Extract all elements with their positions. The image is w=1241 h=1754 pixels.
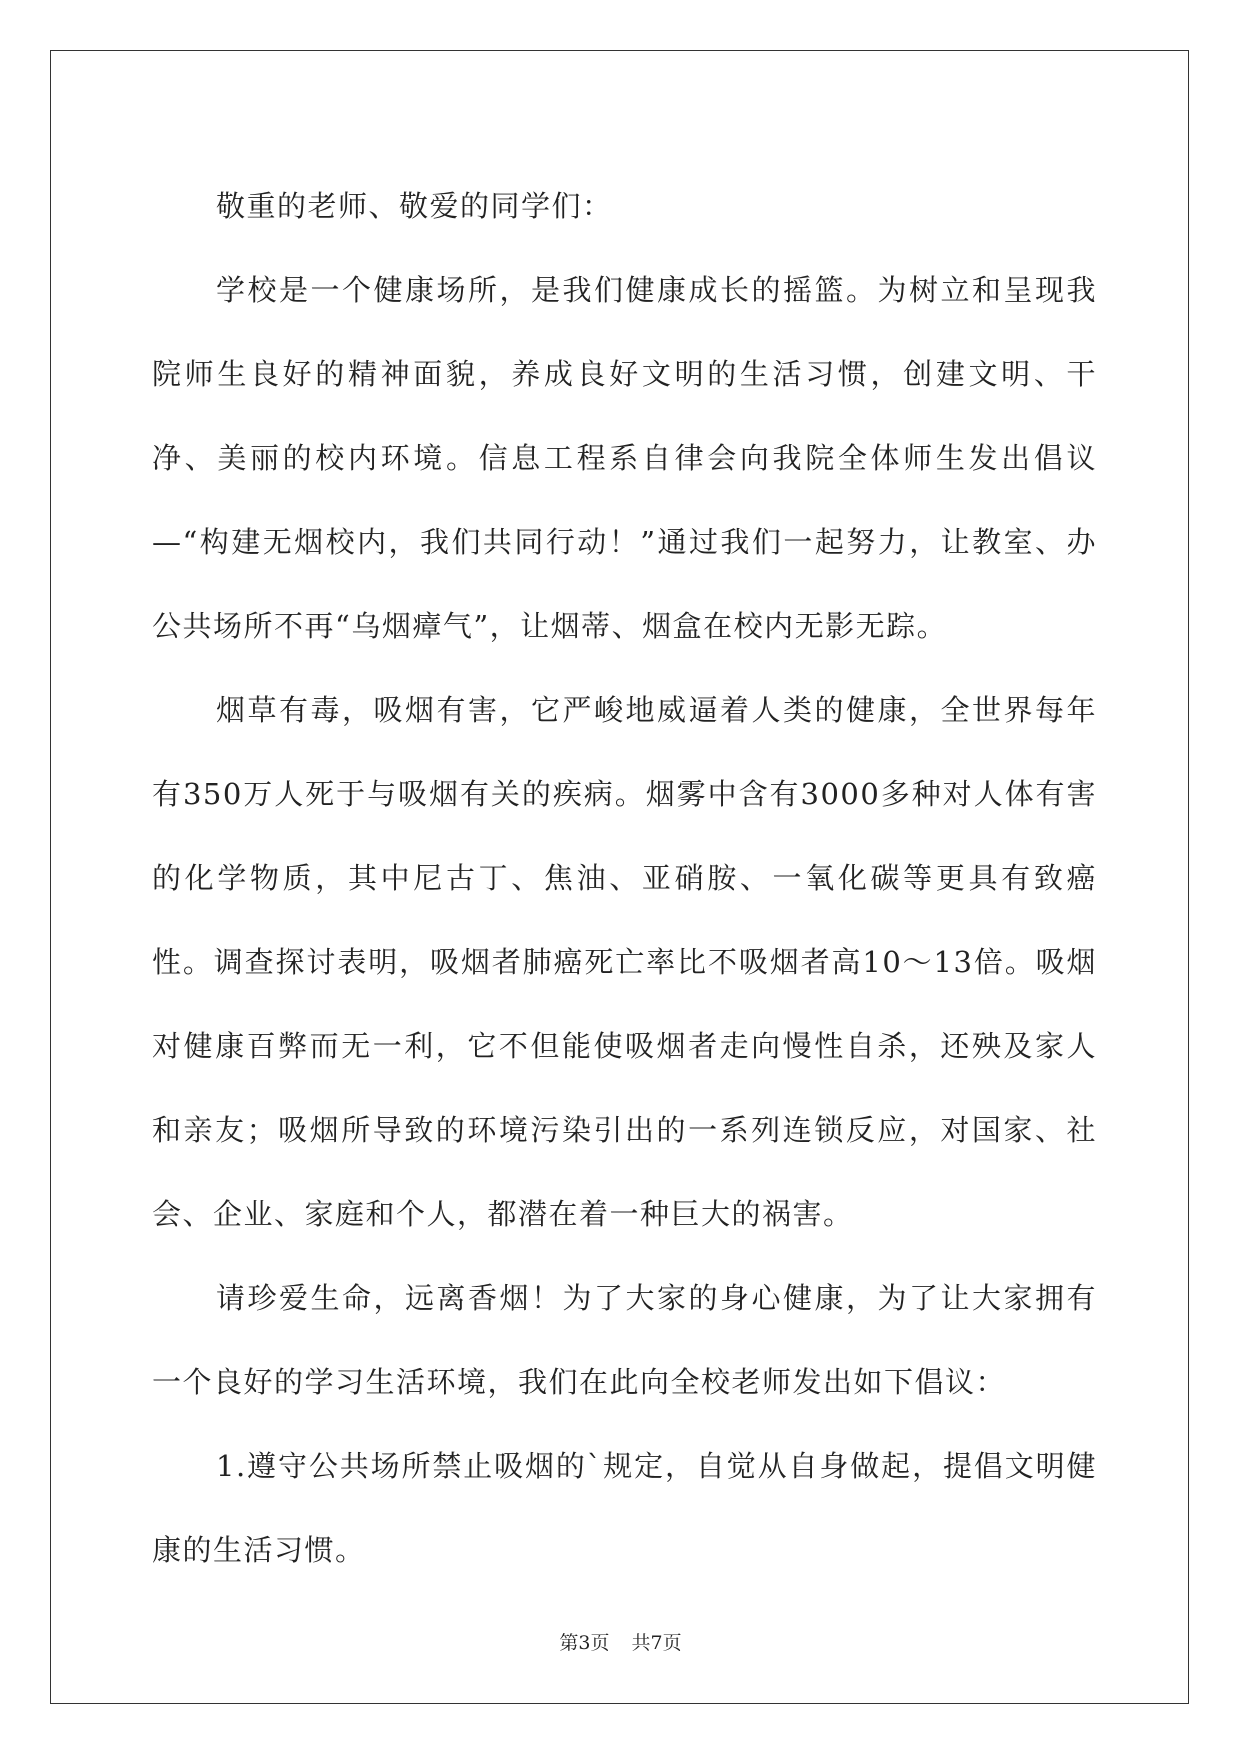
page-number: 第3页 bbox=[559, 1632, 610, 1654]
page-footer bbox=[0, 1628, 1241, 1655]
document-body bbox=[152, 164, 1097, 1592]
tobacco-harm-paragraph: 烟草有毒，吸烟有害，它严峻地威逼着人类的健康，全世界每年有350万人死于与吸烟有关的疾病。烟雾中含有3000多种对人体有害的化学物质，其中尼古丁、焦油、亚硝胺、一氧化碳等更具有致癌性。调查探讨表明，吸烟者肺癌死亡率比不吸烟者高10～13倍。吸烟对健康百弊而无一利，它不但能使吸烟者走向慢性自杀，还殃及家人和亲友；吸烟所导致的环境污染引出的一系列连锁反应，对国家、社会、企业、家庭和个人，都潜在着一种巨大的祸害。 bbox=[152, 693, 1097, 1231]
page-total: 共7页 bbox=[631, 1632, 682, 1654]
proposal-item-1: 1.遵守公共场所禁止吸烟的`规定，自觉从自身做起，提倡文明健康的生活习惯。 bbox=[152, 1449, 1097, 1567]
salutation-paragraph: 敬重的老师、敬爱的同学们： bbox=[216, 189, 613, 223]
intro-paragraph: 学校是一个健康场所，是我们健康成长的摇篮。为树立和呈现我院师生良好的精神面貌，养成良好文明的生活习惯，创建文明、干净、美丽的校内环境。信息工程系自律会向我院全体师生发出倡议—“构建无烟校内，我们共同行动！”通过我们一起努力，让教室、办公共场所不再“乌烟瘴气”，让烟蒂、烟盒在校内无影无踪。 bbox=[152, 273, 1097, 643]
appeal-paragraph: 请珍爱生命，远离香烟！为了大家的身心健康，为了让大家拥有一个良好的学习生活环境，我们在此向全校老师发出如下倡议： bbox=[152, 1281, 1097, 1399]
